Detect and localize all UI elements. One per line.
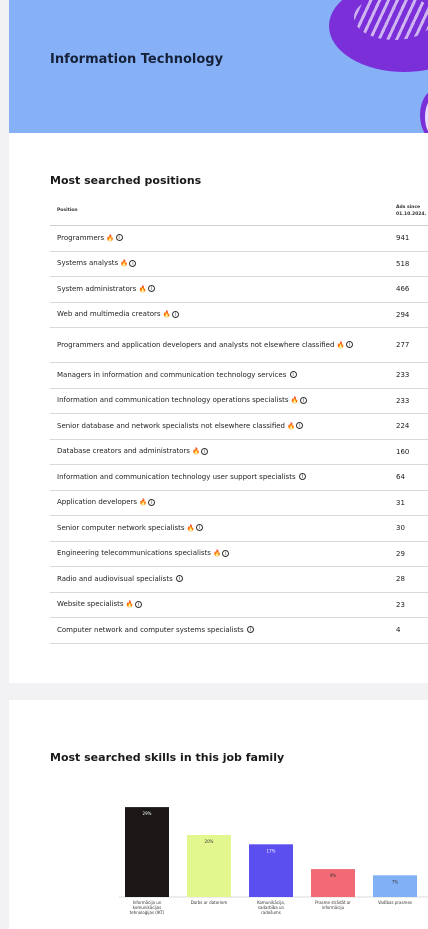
- info-icon[interactable]: i: [135, 601, 142, 608]
- table-row: [50, 277, 428, 303]
- position-label-text: System administrators: [57, 284, 137, 293]
- ads-count: 31: [396, 498, 405, 507]
- info-icon[interactable]: i: [290, 371, 297, 378]
- table-row: [50, 542, 428, 568]
- positions-section-title: Most searched positions: [50, 174, 202, 187]
- position-label-text: Senior computer network specialists: [57, 523, 185, 532]
- info-icon[interactable]: i: [247, 626, 254, 633]
- column-header-ads: [396, 204, 428, 218]
- position-label-text: Engineering telecommunications specialists: [57, 549, 211, 558]
- table-row: [50, 491, 428, 517]
- position-name: [57, 340, 387, 351]
- position-name: [57, 233, 387, 244]
- category-label: Informācija un komunikācijas tehnoloģijas (IKT): [129, 900, 165, 915]
- info-icon[interactable]: i: [116, 234, 123, 241]
- table-row: [50, 567, 428, 593]
- table-row: [50, 389, 428, 415]
- position-label-text: Managers in information and communication technology services: [57, 370, 287, 379]
- info-icon[interactable]: i: [196, 524, 203, 531]
- position-name: [57, 258, 387, 269]
- info-icon[interactable]: i: [346, 341, 353, 348]
- ads-count: 23: [396, 600, 405, 609]
- ads-count: 224: [396, 422, 410, 431]
- position-label-text: Programmers and application developers and analysts not elsewhere classified: [57, 340, 335, 349]
- position-name: [57, 370, 387, 381]
- category-label: Prasme strādāt ar informāciju: [315, 900, 351, 910]
- ads-count: 4: [396, 626, 401, 635]
- fire-icon: 🔥: [120, 259, 129, 268]
- skills-bar-chart: [9, 700, 428, 929]
- positions-table: [50, 194, 428, 644]
- table-row: [50, 593, 428, 619]
- ads-count: 233: [396, 371, 410, 380]
- category-label: Vadības prasmes: [377, 900, 413, 905]
- ads-count: 30: [396, 524, 405, 533]
- column-header-ads-line2: 01.10.2024.: [396, 212, 427, 217]
- position-label-text: Database creators and administrators: [57, 447, 190, 456]
- position-label-text: Programmers: [57, 233, 105, 242]
- position-name: [57, 625, 387, 636]
- hero-banner: [9, 0, 428, 133]
- fire-icon: 🔥: [336, 340, 345, 349]
- column-header-ads-line1: Ads since: [396, 205, 421, 210]
- table-row: [50, 328, 428, 363]
- fire-icon: 🔥: [162, 310, 171, 319]
- info-icon[interactable]: i: [299, 473, 306, 480]
- position-label-text: Systems analysts: [57, 259, 119, 268]
- ads-count: 28: [396, 575, 405, 584]
- ads-count: 160: [396, 447, 410, 456]
- position-name: [57, 309, 387, 320]
- bar-value-label: 20%: [204, 839, 214, 844]
- table-row: [50, 440, 428, 466]
- table-row: [50, 465, 428, 491]
- fire-icon: 🔥: [139, 498, 148, 507]
- ads-count: 233: [396, 396, 410, 405]
- table-row: [50, 363, 428, 389]
- chart-bar[interactable]: [125, 807, 169, 897]
- position-name: [57, 497, 387, 508]
- chart-bar[interactable]: [187, 835, 231, 897]
- bar-value-label: 9%: [329, 873, 337, 879]
- position-label-text: Radio and audiovisual specialists: [57, 574, 173, 583]
- position-label-text: Computer network and computer systems specialists: [57, 625, 244, 634]
- position-label-text: Application developers: [57, 498, 138, 507]
- position-label-text: Information and communication technology user support specialists: [57, 472, 296, 481]
- table-header: [50, 194, 428, 226]
- info-icon[interactable]: i: [129, 260, 136, 267]
- ads-count: 29: [396, 549, 405, 558]
- fire-icon: 🔥: [138, 284, 147, 293]
- fire-icon: 🔥: [192, 447, 201, 456]
- skills-section-title: Most searched skills in this job family: [50, 751, 285, 764]
- table-row: [50, 618, 428, 644]
- table-row: [50, 303, 428, 329]
- ads-count: 518: [396, 259, 410, 268]
- position-name: [57, 284, 387, 295]
- info-icon[interactable]: i: [172, 311, 179, 318]
- ads-count: 466: [396, 285, 410, 294]
- position-name: [57, 446, 387, 457]
- page-title: Information Technology: [50, 52, 224, 67]
- skills-panel: [9, 700, 428, 929]
- ads-count: 64: [396, 473, 405, 482]
- bar-value-label: 29%: [142, 811, 152, 817]
- fire-icon: 🔥: [186, 523, 195, 532]
- fire-icon: 🔥: [290, 396, 299, 405]
- table-row: [50, 226, 428, 252]
- position-name: [57, 421, 387, 432]
- position-name: [57, 523, 387, 534]
- ads-count: 277: [396, 341, 410, 349]
- info-icon[interactable]: i: [201, 448, 208, 455]
- position-label-text: Information and communication technology operations specialists: [57, 396, 289, 405]
- position-label-text: Senior database and network specialists not elsewhere classified: [57, 421, 285, 430]
- position-label-text: Web and multimedia creators: [57, 310, 161, 319]
- position-name: [57, 548, 387, 559]
- fire-icon: 🔥: [213, 549, 222, 558]
- bar-value-label: 7%: [391, 879, 399, 885]
- info-icon[interactable]: i: [222, 550, 229, 557]
- table-row: [50, 516, 428, 542]
- position-name: [57, 395, 387, 406]
- fire-icon: 🔥: [106, 233, 115, 242]
- info-icon[interactable]: i: [148, 285, 155, 292]
- ads-count: 294: [396, 310, 410, 319]
- position-label-text: Website specialists: [57, 600, 124, 609]
- column-header-position: Position: [57, 208, 78, 213]
- bar-value-label: 17%: [266, 848, 276, 854]
- positions-panel: [9, 133, 428, 683]
- info-icon[interactable]: i: [296, 422, 303, 429]
- position-name: [57, 472, 387, 483]
- position-name: [57, 599, 387, 610]
- category-label: Darbs ar datoriem: [190, 900, 228, 905]
- table-row: [50, 414, 428, 440]
- ads-count: 941: [396, 234, 410, 243]
- info-icon[interactable]: i: [176, 575, 183, 582]
- fire-icon: 🔥: [287, 421, 296, 430]
- fire-icon: 🔥: [125, 600, 134, 609]
- info-icon[interactable]: i: [148, 499, 155, 506]
- info-icon[interactable]: i: [300, 397, 307, 404]
- table-row: [50, 252, 428, 278]
- position-name: [57, 574, 387, 585]
- category-label: Komunikācija, sadarbība un radošums: [257, 900, 285, 915]
